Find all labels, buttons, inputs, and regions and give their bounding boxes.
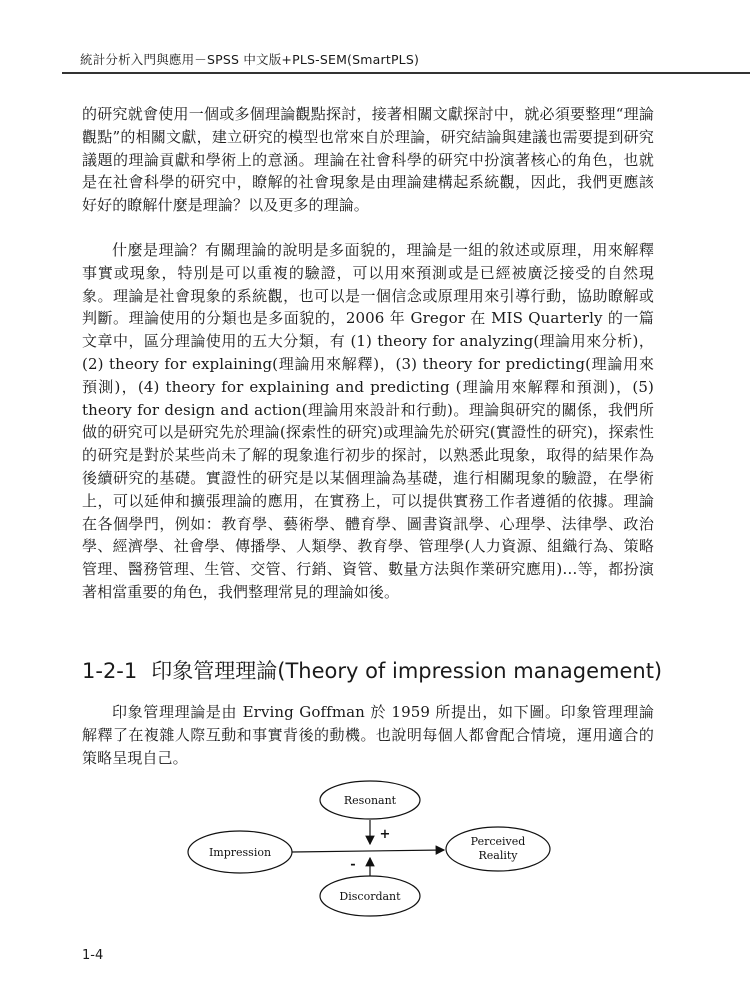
plus-sign: + bbox=[379, 827, 391, 842]
arrow-impression-to-reality bbox=[292, 850, 444, 852]
page-number: 1-4 bbox=[82, 948, 104, 963]
section-number: 1-2-1 bbox=[82, 659, 138, 683]
section-title: 印象管理理論(Theory of impression management) bbox=[151, 659, 663, 683]
node-resonant-label: Resonant bbox=[343, 794, 397, 807]
impression-management-diagram bbox=[180, 780, 560, 930]
node-discordant-label: Discordant bbox=[339, 890, 401, 903]
node-perceived-label-2: Reality bbox=[478, 849, 518, 862]
paragraph-1: 的研究就會使用一個或多個理論觀點探討，接著相關文獻探討中，就必須要整理“理論觀點”的相關文獻，建立研究的模型也常來自於理論，研究結論與建議也需要提到研究議題的理論貢獻和學術上的意涵。理論在社會科學的研究中扮演著核心的角色，也就是在社會科學的研究中，瞭解的社會現象是由理論建構起系統觀，因此，我們更應該好好的瞭解什麼是理論？以及更多的理論。 bbox=[82, 105, 654, 215]
paragraph-2: 什麼是理論？有關理論的說明是多面貌的，理論是一組的敘述或原理，用來解釋事實或現象，特別是可以重複的驗證，可以用來預測或是已經被廣泛接受的自然現象。理論是社會現象的系統觀，也可以是一個信念或原理用來引導行動，協助瞭解或判斷。理論使用的分類也是多面貌的，2006 年 Gregor 在 MIS Quarterly 的一篇文章中，區分理論使用的五大分類，有 (1) theory for analyzing(理論用來分析)，(2) theory for explaining(理論用來解釋)，(3) theory for predicting(理論用來預測)，(4) theory for explaining and predicting (理論用來解釋和預測)，(5) theory for design and action(理論用來設計和行動)。理論與研究的關係，我們所做的研究可以是研究先於理論(探索性的研究)或理論先於研究(實證性的研究)，探索性的研究是對於某些尚未了解的現象進行初步的探討，以熟悉此現象，取得的結果作為後續研究的基礎。實證性的研究是以某個理論為基礎，進行相關現象的驗證，在學術上，可以延伸和擴張理論的應用，在實務上，可以提供實務工作者遵循的依據。理論在各個學門，例如：教育學、藝術學、體育學、圖書資訊學、心理學、法律學、政治學、經濟學、社會學、傳播學、人類學、教育學、管理學(人力資源、組織行為、策略管理、醫務管理、生管、交管、行銷、資管、數量方法與作業研究應用)…等，都扮演著相當重要的角色，我們整理常見的理論如後。 bbox=[82, 241, 654, 601]
node-perceived-label-1: Perceived bbox=[470, 835, 526, 848]
header-rule bbox=[62, 72, 750, 74]
node-impression-label: Impression bbox=[208, 846, 272, 859]
minus-sign: - bbox=[350, 857, 356, 872]
running-header: 統計分析入門與應用－SPSS 中文版+PLS-SEM(SmartPLS) bbox=[80, 52, 420, 67]
paragraph-3: 印象管理理論是由 Erving Goffman 於 1959 所提出，如下圖。印象管理理論解釋了在複雜人際互動和事實背後的動機。也說明每個人都會配合情境，運用適合的策略呈現自己。 bbox=[82, 703, 654, 767]
section-heading bbox=[82, 655, 682, 685]
